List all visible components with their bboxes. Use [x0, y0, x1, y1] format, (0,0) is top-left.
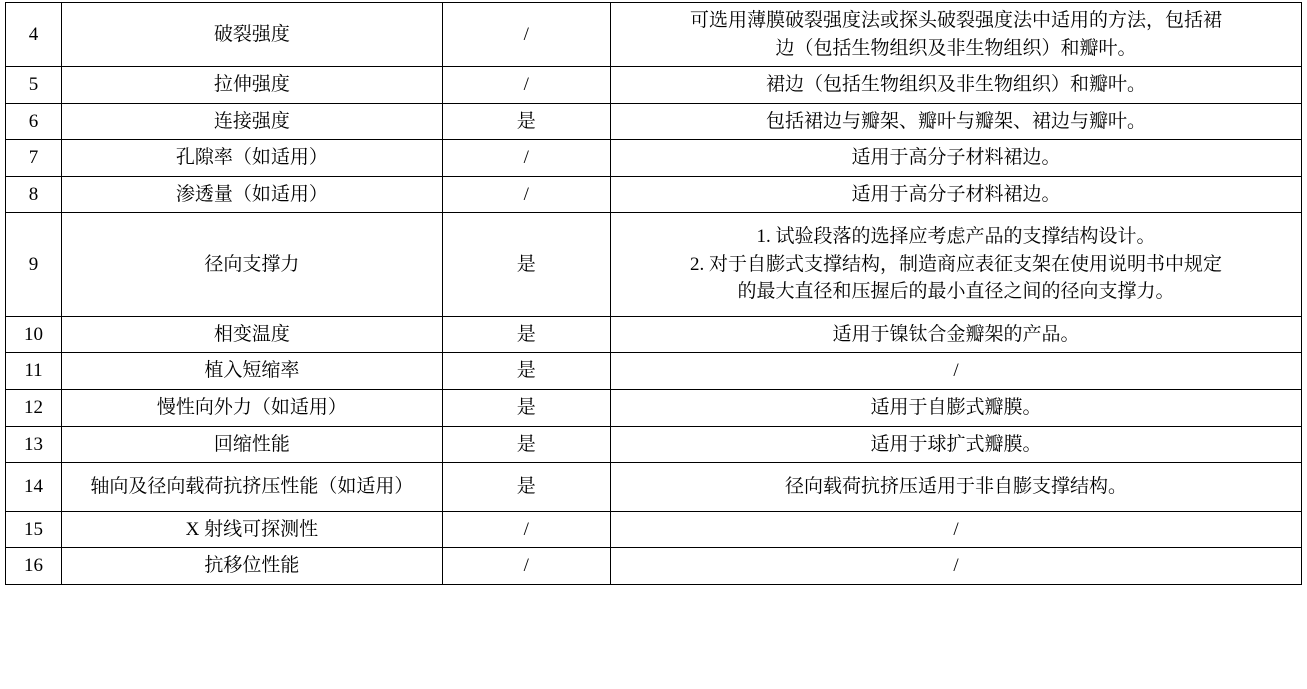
- note-line: 可选用薄膜破裂强度法或探头破裂强度法中适用的方法，包括裙: [689, 10, 1222, 31]
- table-row: [6, 353, 1302, 390]
- note-line: 适用于自膨式瓣膜。: [870, 397, 1042, 419]
- row-item-name: 回缩性能: [62, 426, 443, 463]
- note-lines: [617, 223, 1295, 306]
- row-required-flag: 是: [442, 103, 610, 140]
- table-body: [6, 3, 1302, 585]
- note-lines: [617, 144, 1295, 172]
- note-line: 的最大直径和压握后的最小直径之间的径向支撑力。: [737, 281, 1175, 303]
- row-item-name: 径向支撑力: [62, 213, 443, 317]
- row-note: [610, 316, 1301, 353]
- row-item-name: 连接强度: [62, 103, 443, 140]
- row-note: [610, 353, 1301, 390]
- table-row: [6, 140, 1302, 177]
- row-note: [610, 176, 1301, 213]
- note-lines: [617, 321, 1295, 349]
- row-number: 10: [6, 316, 62, 353]
- row-number: 5: [6, 67, 62, 104]
- row-required-flag: /: [442, 548, 610, 585]
- row-number: 15: [6, 511, 62, 548]
- row-item-name: 破裂强度: [62, 3, 443, 67]
- note-lines: [617, 473, 1295, 501]
- row-required-flag: 是: [442, 426, 610, 463]
- row-note: [610, 390, 1301, 427]
- document-page: [0, 2, 1307, 689]
- row-note: [610, 426, 1301, 463]
- table-row: [6, 103, 1302, 140]
- row-number: 14: [6, 463, 62, 512]
- note-lines: [617, 552, 1295, 580]
- table-row: [6, 67, 1302, 104]
- row-note: [610, 140, 1301, 177]
- table-row: [6, 463, 1302, 512]
- row-required-flag: 是: [442, 390, 610, 427]
- note-lines: [617, 357, 1295, 385]
- row-number: 6: [6, 103, 62, 140]
- row-number: 16: [6, 548, 62, 585]
- note-lines: [617, 431, 1295, 459]
- row-required-flag: 是: [442, 213, 610, 317]
- note-lines: [617, 394, 1295, 422]
- note-line: 1. 试验段落的选择应考虑产品的支撑结构设计。: [756, 226, 1156, 248]
- specification-table: [5, 2, 1302, 585]
- row-number: 9: [6, 213, 62, 317]
- row-required-flag: /: [442, 3, 610, 67]
- table-row: [6, 548, 1302, 585]
- row-note: [610, 103, 1301, 140]
- row-required-flag: /: [442, 176, 610, 213]
- row-item-name: 抗移位性能: [62, 548, 443, 585]
- table-row: [6, 511, 1302, 548]
- row-number: 7: [6, 140, 62, 177]
- row-item-name: 拉伸强度: [62, 67, 443, 104]
- table-row: [6, 316, 1302, 353]
- row-item-name: 孔隙率（如适用）: [62, 140, 443, 177]
- table-row: [6, 426, 1302, 463]
- note-line: 径向载荷抗挤压适用于非自膨支撑结构。: [784, 476, 1127, 498]
- note-line: /: [953, 518, 959, 540]
- row-number: 11: [6, 353, 62, 390]
- note-line: 边（包括生物组织及非生物组织）和瓣叶。: [775, 37, 1137, 59]
- note-line: 适用于高分子材料裙边。: [851, 147, 1061, 169]
- table-row: [6, 390, 1302, 427]
- row-required-flag: 是: [442, 353, 610, 390]
- row-item-name: 植入短缩率: [62, 353, 443, 390]
- row-item-name: 慢性向外力（如适用）: [62, 390, 443, 427]
- row-note: [610, 213, 1301, 317]
- row-required-flag: /: [442, 140, 610, 177]
- note-lines: [617, 7, 1295, 62]
- row-item-name: 相变温度: [62, 316, 443, 353]
- note-lines: [617, 108, 1295, 136]
- row-note: [610, 67, 1301, 104]
- table-row: [6, 176, 1302, 213]
- note-line: 适用于高分子材料裙边。: [851, 183, 1061, 205]
- row-item-name: X 射线可探测性: [62, 511, 443, 548]
- table-row: [6, 213, 1302, 317]
- row-note: [610, 548, 1301, 585]
- row-number: 13: [6, 426, 62, 463]
- table-row: [6, 3, 1302, 67]
- row-item-name: 轴向及径向载荷抗挤压性能（如适用）: [62, 463, 443, 512]
- note-lines: [617, 71, 1295, 99]
- note-lines: [617, 181, 1295, 209]
- note-line: /: [953, 555, 959, 577]
- note-line: 适用于球扩式瓣膜。: [870, 433, 1042, 455]
- row-note: [610, 511, 1301, 548]
- note-line: 适用于镍钛合金瓣架的产品。: [832, 323, 1080, 345]
- note-line: 2. 对于自膨式支撑结构，制造商应表征支架在使用说明书中规定: [689, 253, 1222, 275]
- note-line: 包括裙边与瓣架、瓣叶与瓣架、裙边与瓣叶。: [765, 110, 1146, 132]
- row-number: 12: [6, 390, 62, 427]
- row-required-flag: 是: [442, 463, 610, 512]
- row-required-flag: /: [442, 67, 610, 104]
- row-number: 4: [6, 3, 62, 67]
- row-note: [610, 463, 1301, 512]
- note-line: /: [953, 360, 959, 382]
- row-required-flag: 是: [442, 316, 610, 353]
- row-item-name: 渗透量（如适用）: [62, 176, 443, 213]
- row-required-flag: /: [442, 511, 610, 548]
- note-line: 裙边（包括生物组织及非生物组织）和瓣叶。: [765, 74, 1146, 96]
- row-number: 8: [6, 176, 62, 213]
- row-note: [610, 3, 1301, 67]
- note-lines: [617, 516, 1295, 544]
